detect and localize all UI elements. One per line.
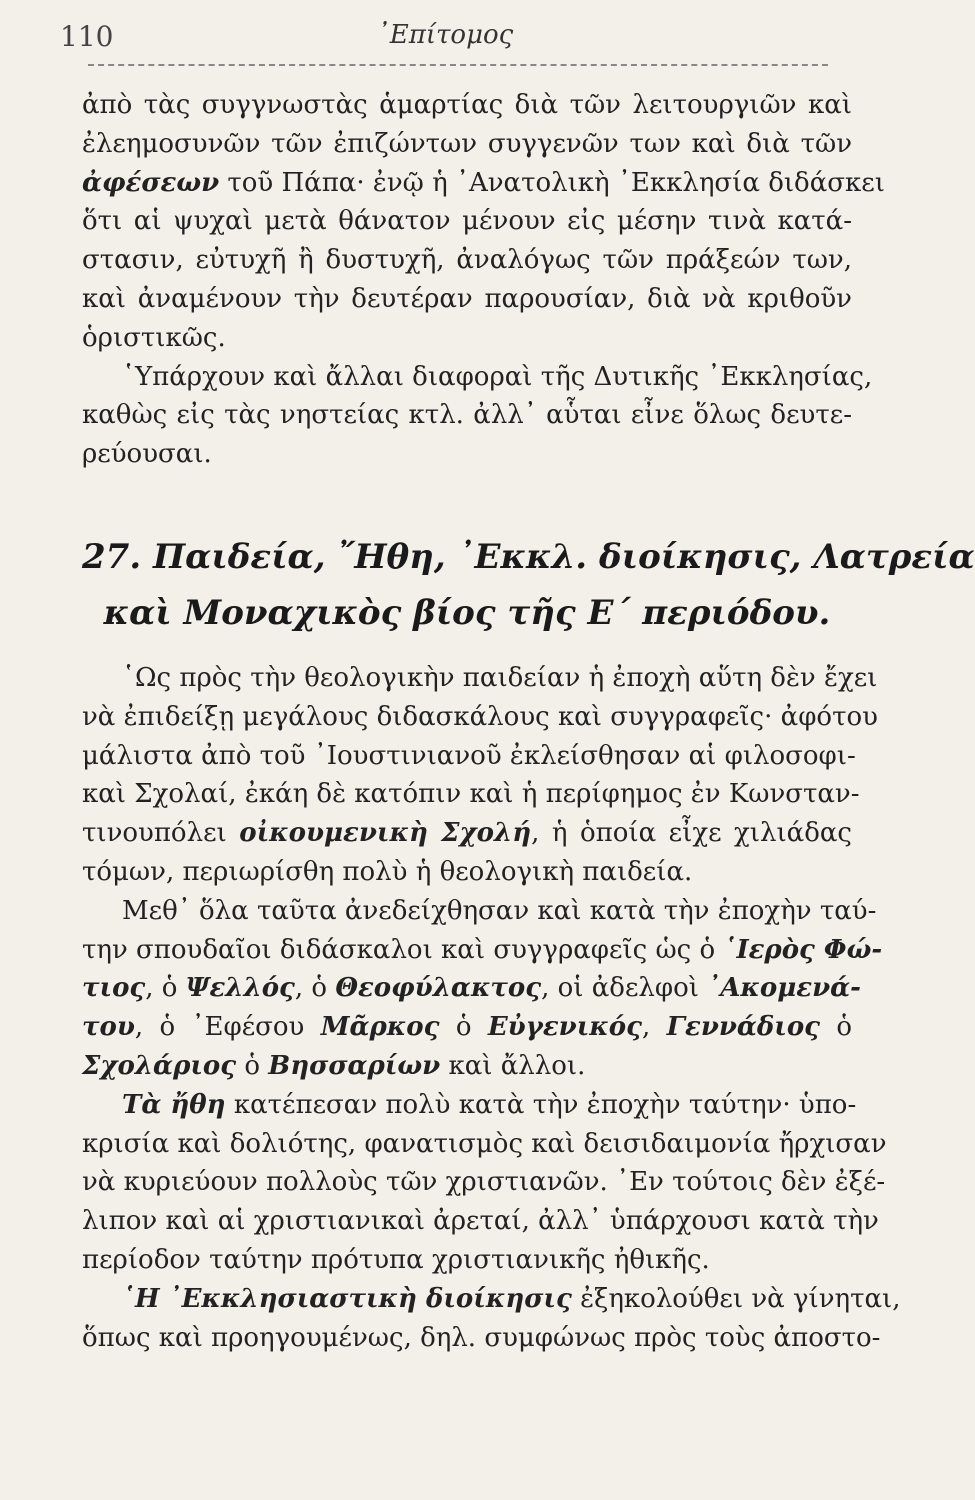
text-run: ὁ	[236, 1050, 269, 1081]
text-line	[82, 1280, 901, 1319]
bold-term: Σχολάριος	[82, 1050, 237, 1081]
page-number: 110	[60, 20, 114, 53]
text-line	[82, 814, 852, 853]
text-line	[82, 1086, 857, 1125]
text-run: , ἡ ὁποία εἶχε χιλιάδας	[531, 818, 852, 849]
text-line	[82, 1047, 852, 1086]
text-run: ὁ	[439, 1012, 488, 1043]
bold-term: Ψελλός	[185, 973, 295, 1004]
text-run: ,	[641, 1012, 667, 1043]
text-line: ὁριστικῶς.	[82, 322, 226, 353]
text-line: μάλιστα ἀπὸ τοῦ ᾿Ιουστινιανοῦ ἐκλείσθησαν αἱ φιλοσοφι-	[82, 740, 856, 771]
text-run: καὶ ἄλλοι.	[440, 1050, 586, 1081]
bold-term: Γεννάδιος	[666, 1012, 821, 1043]
text-run: κατέπεσαν πολὺ κατὰ τὴν ἐποχὴν ταύτην· ὑπο-	[225, 1089, 857, 1120]
bold-term: ῾Η ᾿Εκκλησιαστικὴ διοίκησις	[122, 1283, 572, 1314]
text-line: ρεύουσαι.	[82, 439, 212, 470]
text-run: ὁ	[820, 1012, 853, 1043]
section-heading-line2: καὶ Μοναχικὸς βίος τῆς Ε΄ περιόδου.	[103, 592, 831, 633]
bold-term: ῾Ιερὸς Φώ-	[723, 934, 883, 965]
bold-term: Βησσαρίων	[268, 1050, 441, 1081]
spacer	[82, 474, 852, 529]
text-line	[82, 931, 883, 970]
text-line: τόμων, περιωρίσθη πολὺ ἡ θεολογικὴ παιδεία.	[82, 856, 693, 887]
text-line	[82, 969, 861, 1008]
text-line	[82, 164, 885, 203]
text-line	[82, 1008, 852, 1047]
text-line: κρισία καὶ δολιότης, φανατισμὸς καὶ δεισιδαιμονία ἤρχισαν	[82, 1128, 887, 1159]
text-line: Μεθ᾿ ὅλα ταῦτα ἀνεδείχθησαν καὶ κατὰ τὴν ἐποχὴν ταύ-	[122, 895, 877, 926]
text-run: την σπουδαῖοι διδάσκαλοι καὶ συγγραφεῖς ὡς ὁ	[82, 934, 724, 965]
text-run: τοῦ Πάπα· ἐνῷ ἡ ᾿Ανατολικὴ ᾿Εκκλησία διδάσκει	[219, 167, 885, 198]
bold-term: ἀφέσεων	[82, 167, 220, 198]
section-heading-line1: 27. Παιδεία, ῎Ηθη, ᾿Εκκλ. διοίκησις, Λατρεία	[82, 536, 975, 577]
bold-term: τιος	[82, 973, 146, 1004]
text-line: λιπον καὶ αἱ χριστιανικαὶ ἀρεταί, ἀλλ᾿ ὑπάρχουσι κατὰ τὴν	[82, 1206, 879, 1237]
bold-term: Μᾶρκος	[320, 1012, 440, 1043]
text-run: , ὁ	[294, 973, 336, 1004]
bold-term: ᾿Ακομενά-	[707, 973, 861, 1004]
text-line: περίοδον ταύτην πρότυπα χριστιανικῆς ἠθικῆς.	[82, 1244, 710, 1275]
page-header	[60, 18, 830, 54]
bold-term: Τὰ ἤθη	[122, 1089, 226, 1120]
text-line: καὶ ἀναμένουν τὴν δευτέραν παρουσίαν, διὰ νὰ κριθοῦν	[82, 283, 852, 314]
text-line: ῾Ως πρὸς τὴν θεολογικὴν παιδείαν ἡ ἐποχὴ αὕτη δὲν ἔχει	[122, 662, 878, 693]
spacer	[82, 641, 852, 659]
text-run: , ὁ ᾿Εφέσου	[134, 1012, 321, 1043]
text-run: τινουπόλει	[82, 818, 240, 849]
text-line: ἀπὸ τὰς συγγνωστὰς ἁμαρτίας διὰ τῶν λειτουργιῶν καὶ	[82, 90, 852, 120]
text-run: , ὁ	[145, 973, 186, 1004]
text-line: καθὼς εἰς τὰς νηστείας κτλ. ἀλλ᾿ αὗται εἶνε ὅλως δευτε-	[82, 400, 852, 431]
bold-term: του	[82, 1012, 135, 1043]
text-line: νὰ κυριεύουν πολλοὺς τῶν χριστιανῶν. ᾿Εν τούτοις δὲν ἐξέ-	[82, 1167, 886, 1198]
body-text	[82, 86, 975, 1357]
text-line: στασιν, εὐτυχῆ ἢ δυστυχῆ, ἀναλόγως τῶν πράξεών των,	[82, 245, 852, 276]
text-line: ἐλεημοσυνῶν τῶν ἐπιζώντων συγγενῶν των καὶ διὰ τῶν	[82, 128, 852, 159]
bold-term: Εὐγενικός	[487, 1012, 642, 1043]
text-line: ὅπως καὶ προηγουμένως, δηλ. συμφώνως πρὸς τοὺς ἀποστο-	[82, 1322, 881, 1353]
bold-term: οἰκουμενικὴ Σχολή	[239, 818, 532, 849]
text-run: ἐξηκολούθει νὰ γίνηται,	[571, 1283, 901, 1314]
text-run: , οἱ ἀδελφοὶ	[541, 973, 708, 1004]
header-rule	[88, 64, 828, 66]
text-line: νὰ ἐπιδείξῃ μεγάλους διδασκάλους καὶ συγγραφεῖς· ἀφότου	[82, 701, 878, 732]
text-line: καὶ Σχολαί, ἐκάη δὲ κατόπιν καὶ ἡ περίφημος ἐν Κωνσταν-	[82, 779, 860, 810]
bold-term: Θεοφύλακτος	[335, 973, 542, 1004]
text-line: ῾Υπάρχουν καὶ ἄλλαι διαφοραὶ τῆς Δυτικῆς ᾿Εκκλησίας,	[122, 361, 873, 392]
text-line: ὅτι αἱ ψυχαὶ μετὰ θάνατον μένουν εἰς μέσην τινὰ κατά-	[82, 206, 852, 237]
running-title: ᾿Επίτομος	[376, 20, 514, 50]
